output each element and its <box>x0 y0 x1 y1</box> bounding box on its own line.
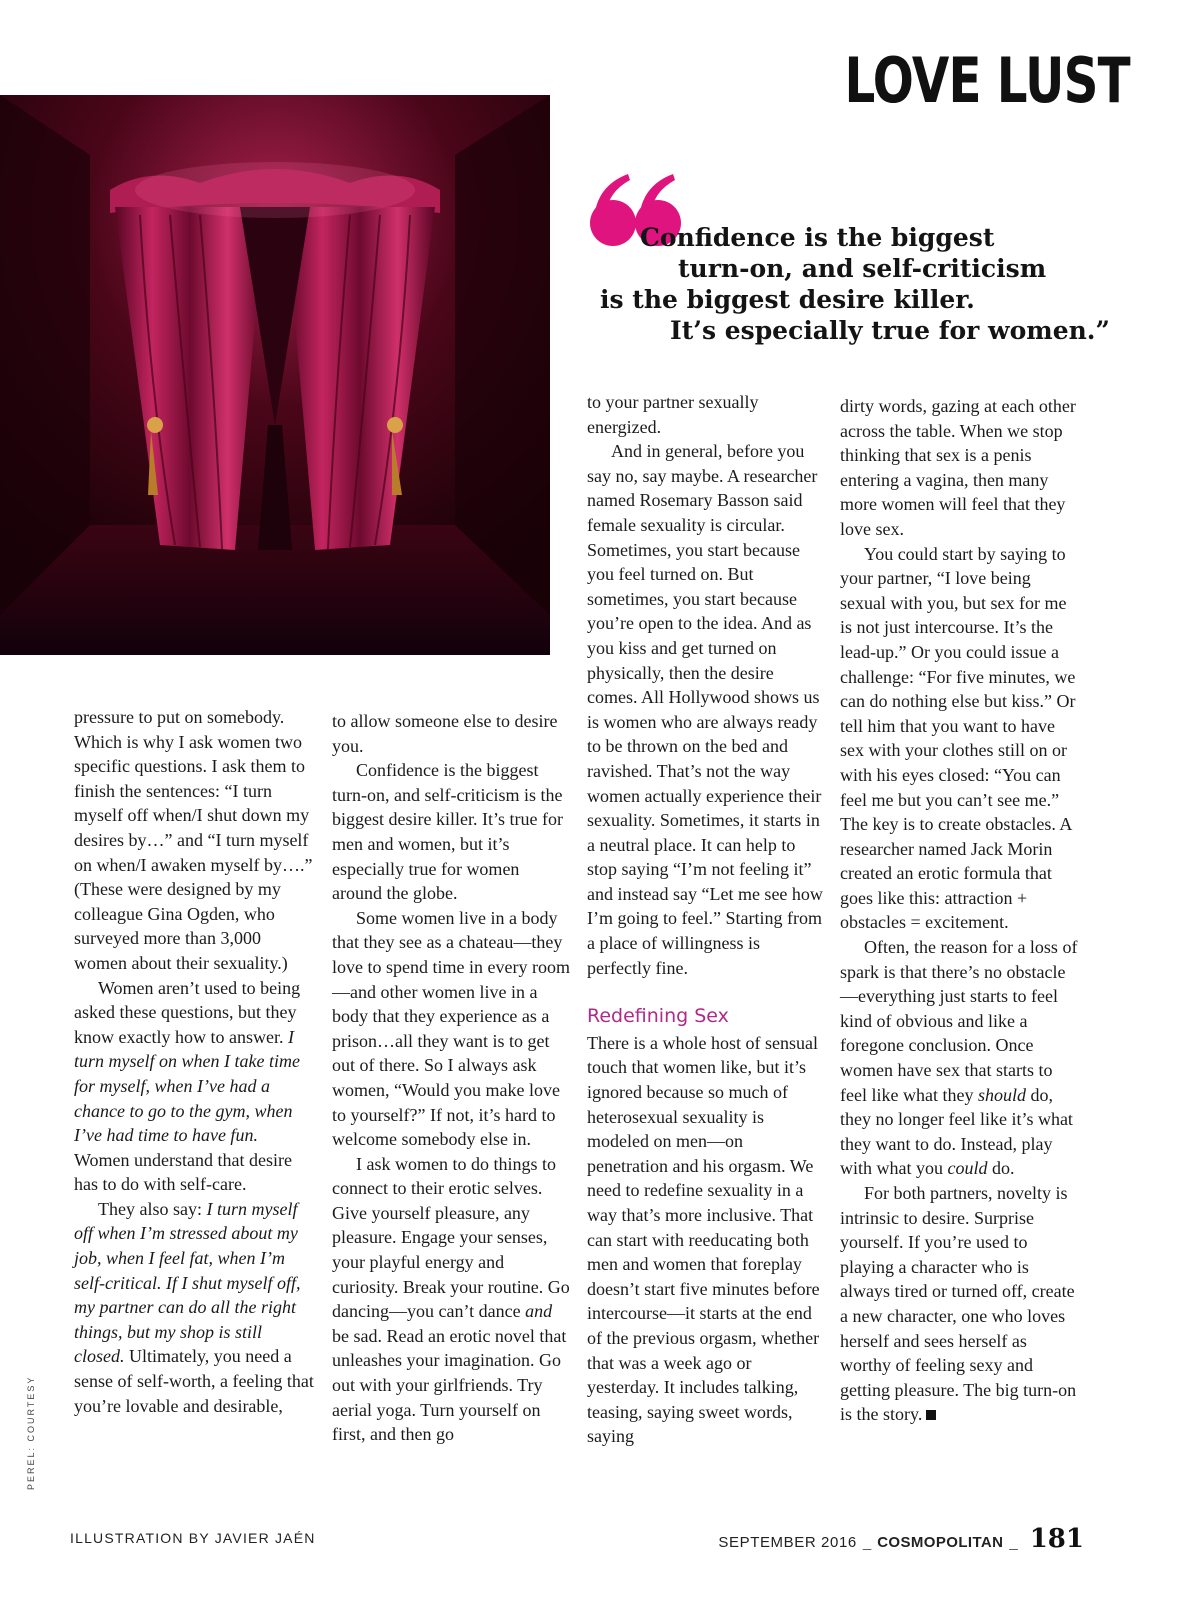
photo-credit: PEREL: COURTESY <box>26 1375 36 1490</box>
paragraph: to allow someone else to desire you. <box>332 711 558 756</box>
pull-quote <box>596 222 1116 346</box>
paragraph: pressure to put on somebody. Which is why I ask women two specific questions. I ask them to finish the sentences: “I turn myself off when/I shut down my desires by…” and “I turn myself on when/I awaken myself by….” (These were designed by my colleague Gina Ogden, who surveyed more than 3,000 women about their sexuality.) <box>74 707 313 973</box>
subhead-redefining-sex: Redefining Sex <box>587 1005 729 1028</box>
magazine-name: COSMOPOLITAN <box>877 1534 1004 1551</box>
theater-curtain-illustration <box>0 95 550 655</box>
paragraph: Women aren’t used to being asked these questions, but they know exactly how to answer. I turn myself on when I take time for myself, when I’ve had a chance to go to the gym, when I’ve had time to have fun. Women understand that desire has to do with self-care. <box>74 977 301 1195</box>
paragraph: You could start by saying to your partner, “I love being sexual with you, but sex for me is not just intercourse. It’s the lead-up.” Or you could issue a challenge: “For five minutes, we can do nothing else but kiss.” Or tell him that you want to have sex with your clothes still on or with his eyes closed: “You can feel me but you can’t see me.” The key is to create obstacles. A researcher named Jack Morin created an erotic formula that goes like this: attraction + obstacles = excitement. <box>840 543 1076 933</box>
issue-date: SEPTEMBER 2016 <box>718 1534 857 1551</box>
paragraph: I ask women to do things to connect to their erotic selves. Give yourself pleasure, any pleasure. Engage your senses, your playful energy and curiosity. Break your routine. Go dancing—you can’t dance and be sad. Read an erotic novel that unleashes your imagination. Go out with your girlfriends. Try aerial yoga. Turn yourself on first, and then go <box>332 1153 570 1445</box>
page-number: 181 <box>1029 1524 1084 1554</box>
paragraph: And in general, before you say no, say maybe. A researcher named Rosemary Basson said female sexuality is circular. Sometimes, you start because you feel turned on. But sometimes, you start because you’re open to the idea. And as you kiss and get turned on physically, then the desire comes. All Hollywood shows us is women who are always ready to be thrown on the bed and ravished. That’s not the way women actually experience their sexuality. Sometimes, it starts in a neutral place. It can help to stop saying “I’m not feeling it” and instead say “Let me see how I’m going to feel.” Starting from a place of willingness is perfectly fine. <box>587 441 823 978</box>
section-title: LOVE LUST <box>844 44 1130 117</box>
footer-separator: _ <box>862 1534 872 1551</box>
paragraph: to your partner sexually energized. <box>587 392 759 437</box>
paragraph: They also say: I turn myself off when I’m stressed about my job, when I feel fat, when I’m self-critical. If I shut myself off, my partner can do all the right things, but my shop is still closed. Ultimately, you need a sense of self-worth, a feeling that you’re lovable and desirable, <box>74 1198 314 1416</box>
paragraph: Often, the reason for a loss of spark is that there’s no obstacle—everything just starts to feel kind of obvious and like a foregone conclusion. Once women have sex that starts to feel like what they should do, they no longer feel like it’s what they want to do. Instead, play with what you could do. <box>840 937 1078 1179</box>
paragraph: Some women live in a body that they see as a chateau—they love to spend time in every room—and other women live in a body that they experience as a prison…all they want is to get out of there. So I always ask women, “Would you make love to yourself?” If not, it’s hard to welcome somebody else in. <box>332 907 570 1150</box>
paragraph: For both partners, novelty is intrinsic to desire. Surprise yourself. If you’re used to playing a character who is always tired or turned off, create a new character, one who loves herself and sees herself as worthy of feeling sexy and getting pleasure. The big turn-on is the story. <box>840 1183 1077 1425</box>
paragraph: Confidence is the biggest turn-on, and self-criticism is the biggest desire killer. It’s true for men and women, but it’s especially true for women around the globe. <box>332 760 563 904</box>
article-column-2 <box>332 709 572 1447</box>
page-footer <box>718 1524 1084 1554</box>
article-column-4 <box>840 394 1080 1427</box>
illustration-credit: ILLUSTRATION BY JAVIER JAÉN <box>70 1530 316 1546</box>
article-column-3 <box>587 390 827 1449</box>
article-column-1 <box>74 705 314 1418</box>
end-mark-icon <box>926 1410 936 1420</box>
pull-quote-line: turn-on, and self-criticism <box>678 254 1047 283</box>
paragraph: There is a whole host of sensual touch that women like, but it’s ignored because so much of heterosexual sexuality is modeled on men—on penetration and his orgasm. We need to redefine sexuality in a way that’s more inclusive. That can start with reeducating both men and women that foreplay doesn’t start five minutes before intercourse—it starts at the end of the previous orgasm, whether that was a week ago or yesterday. It includes talking, teasing, saying sweet words, saying <box>587 1032 820 1447</box>
pull-quote-line: Confidence is the biggest <box>640 223 995 252</box>
pull-quote-line: It’s especially true for women.” <box>670 316 1110 345</box>
footer-separator: _ <box>1009 1534 1018 1551</box>
pull-quote-line: is the biggest desire killer. <box>600 285 975 314</box>
paragraph: dirty words, gazing at each other across the table. When we stop thinking that sex is a penis entering a vagina, then many more women will feel that they love sex. <box>840 396 1076 539</box>
